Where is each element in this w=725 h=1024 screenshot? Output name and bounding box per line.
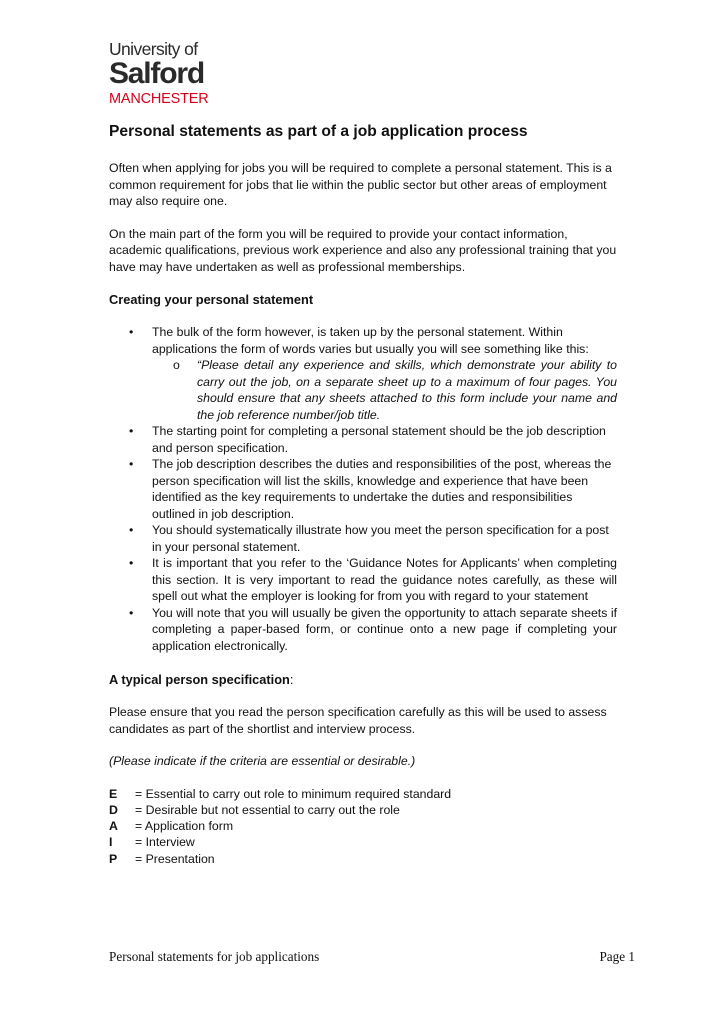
list-item bbox=[109, 605, 617, 655]
legend-list bbox=[109, 786, 617, 867]
person-spec-paragraph: Please ensure that you read the person specification carefully as this will be used to assess candidates as part of the shortlist and interview process. bbox=[109, 705, 607, 736]
circle-bullet-icon: o bbox=[173, 358, 180, 372]
logo-line-3: MANCHESTER bbox=[109, 91, 209, 107]
heading-text: A typical person specification bbox=[109, 672, 290, 687]
bullet-icon: • bbox=[129, 424, 134, 438]
legend-text: = Essential to carry out role to minimum required standard bbox=[135, 786, 452, 801]
legend-text: = Application form bbox=[135, 819, 234, 834]
legend-key: P bbox=[109, 851, 118, 866]
bullet-icon: • bbox=[129, 523, 134, 537]
list-item-text: You should systematically illustrate how you meet the person specification for a post in your personal statement. bbox=[152, 523, 609, 554]
legend-key: E bbox=[109, 786, 118, 801]
list-item bbox=[109, 423, 617, 456]
list-item bbox=[109, 555, 617, 605]
logo-line-1: University of bbox=[109, 39, 198, 59]
legend-row bbox=[109, 786, 617, 802]
legend-text: = Desirable but not essential to carry out the role bbox=[135, 802, 400, 817]
bullet-icon: • bbox=[129, 605, 134, 620]
list-item-text: The bulk of the form however, is taken up by the personal statement. Within applications the form of words varies but usually you will see something like this: bbox=[152, 325, 589, 356]
footer-title: Personal statements for job applications bbox=[109, 949, 320, 964]
section-heading-person-spec bbox=[109, 671, 617, 688]
intro-paragraph-1: Often when applying for jobs you will be required to complete a personal statement. This is a common requirement for jobs that lie within the public sector but other areas of employment may also require one. bbox=[109, 161, 612, 208]
logo-line-2: Salford bbox=[109, 57, 204, 90]
quote-text: “Please detail any experience and skills, which demonstrate your ability to carry out the job, on a separate sheet up to a maximum of four pages. You should ensure that any sheets attached to this form include your name and the job reference number/job title. bbox=[197, 358, 617, 422]
legend-row bbox=[109, 834, 617, 850]
list-item bbox=[109, 324, 617, 423]
list-item-text: You will note that you will usually be given the opportunity to attach separate sheets if completing a paper-based form, or continue onto a new page if completing your application electronically. bbox=[152, 605, 617, 653]
sub-list bbox=[152, 357, 617, 423]
legend-row bbox=[109, 851, 617, 867]
quote-item bbox=[152, 357, 617, 423]
list-item-text: The starting point for completing a personal statement should be the job description and person specification. bbox=[152, 424, 606, 455]
legend-key: A bbox=[109, 819, 118, 834]
legend-row bbox=[109, 802, 617, 818]
bullet-icon: • bbox=[129, 556, 134, 570]
list-item-text: The job description describes the duties and responsibilities of the post, whereas the person specification will list the skills, knowledge and experience that have been identified as the key requirements to undertake the duties and responsibilities outlined in job description. bbox=[152, 457, 612, 521]
list-item bbox=[109, 456, 617, 522]
intro-paragraph-2: On the main part of the form you will be required to provide your contact information, academic qualifications, previous work experience and also any professional training that you have may have undertaken as well as professional memberships. bbox=[109, 226, 617, 274]
legend-key: D bbox=[109, 802, 118, 817]
list-item-text: It is important that you refer to the ‘Guidance Notes for Applicants’ when completing this section. It is very important to read the guidance notes carefully, as these will spell out what the employer is looking for from you with regard to your statement bbox=[152, 556, 617, 603]
legend-text: = Presentation bbox=[135, 851, 215, 866]
heading-colon: : bbox=[289, 672, 294, 687]
university-logo bbox=[109, 40, 229, 107]
list-item bbox=[109, 522, 617, 555]
bullet-icon: • bbox=[129, 325, 134, 339]
bullet-list bbox=[109, 324, 617, 654]
bullet-icon: • bbox=[129, 457, 134, 471]
section-heading-creating: Creating your personal statement bbox=[109, 292, 314, 307]
legend-row bbox=[109, 818, 617, 834]
legend-text: = Interview bbox=[135, 835, 195, 850]
criteria-note: (Please indicate if the criteria are essential or desirable.) bbox=[109, 754, 416, 768]
page-title: Personal statements as part of a job application process bbox=[109, 123, 528, 140]
page-number: Page 1 bbox=[599, 949, 635, 964]
document-body bbox=[109, 122, 617, 867]
legend-key: I bbox=[109, 835, 113, 850]
